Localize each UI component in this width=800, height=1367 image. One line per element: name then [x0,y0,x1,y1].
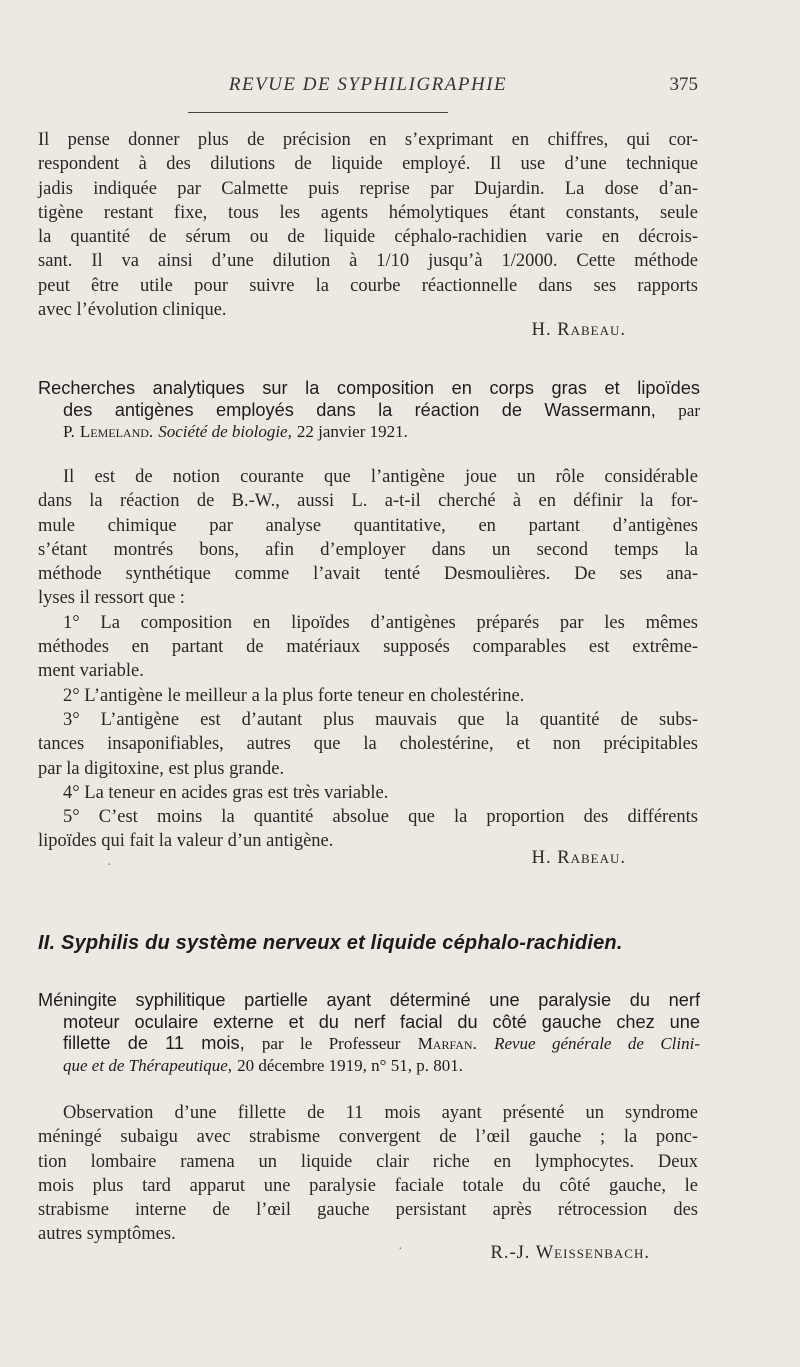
article1-line: dans la réaction de B.-W., aussi L. a-t-il cherché à en définir la for- [38,491,698,512]
article1-citation [38,421,700,443]
article2-line: méningé subaigu avec strabisme convergent de l’œil gauche ; la ponc- [38,1127,698,1148]
article2-by: par le Professeur [261,1034,401,1053]
article1-point-line: 3° L’antigène est d’autant plus mauvais que la quantité de subs- [63,709,698,730]
article1-point-line: méthodes en partant de matériaux supposés comparables est extrême- [38,637,698,658]
paper-speck: · [398,1242,403,1257]
article2-paragraph [38,1101,698,1247]
article2-line: tion lombaire ramena un liquide clair riche en lymphocytes. Deux [38,1151,698,1172]
article2-line: mois plus tard apparut une paralysie faciale totale du côté gauche, le [38,1175,698,1196]
article1-signature: H. Rabeau. [531,848,626,868]
intro-line: avec l’évolution clinique. [38,300,227,321]
article1-paragraph [38,465,698,854]
article1-point-line: ment variable. [38,661,144,682]
article1-line: mule chimique par analyse quantitative, en partant d’antigènes [38,515,698,536]
article2-date: 20 décembre 1919, n° 51, p. 801. [237,1055,463,1075]
article1-journal: Société de biologie, [158,422,292,441]
article1-line: lyses il ressort que : [38,588,185,609]
article2-citation [38,1055,700,1077]
article1-title-line: Recherches analytiques sur la composition en corps gras et lipoïdes [38,378,700,398]
article2-journal: Revue générale de Clini- [494,1034,700,1053]
article2-title [38,990,700,1076]
running-title: REVUE DE SYPHILIGRAPHIE [228,74,508,95]
article2-journal: que et de Thérapeutique, [63,1055,233,1075]
article1-point-line: 5° C’est moins la quantité absolue que la proportion des différents [63,807,698,828]
intro-line: sant. Il va ainsi d’une dilution à 1/10 jusqu’à 1/2000. Cette méthode [38,251,698,272]
article1-line: s’étant montrés bons, afin d’employer dans un second temps la [38,539,698,560]
article1-date: 22 janvier 1921. [296,422,408,441]
section-heading: II. Syphilis du système nerveux et liquide céphalo-rachidien. [38,932,623,954]
intro-line: Il pense donner plus de précision en s’exprimant en chiffres, qui cor- [38,130,698,150]
article1-title-text: des antigènes employés dans la réaction de Wassermann, [63,399,656,420]
article1-author: Lemeland. [79,422,154,441]
article2-title-text: fillette de 11 mois, [63,1033,245,1053]
intro-line: la quantité de sérum ou de liquide céphalo-rachidien varie en décrois- [38,227,698,248]
article1-point-line: 4° La teneur en acides gras est très variable. [63,782,389,803]
article1-point-line: 1° La composition en lipoïdes d’antigènes préparés par les mêmes [63,612,698,633]
article2-title-line [38,1033,700,1055]
article2-line: strabisme interne de l’œil gauche persistant après rétrocession des [38,1200,698,1221]
article1-point-line: 2° L’antigène le meilleur a la plus forte teneur en cholestérine. [63,685,525,706]
article1-point-line: tances insaponifiables, autres que la cholestérine, et non précipitables [38,734,698,755]
article1-point-line: lipoïdes qui fait la valeur d’un antigène. [38,831,334,852]
page-number: 375 [669,74,698,95]
article2-line: autres symptômes. [38,1224,176,1245]
intro-line: respondent à des dilutions de liquide employé. Il use d’une technique [38,154,698,175]
article1-by: par [678,400,700,420]
article1-point-line: par la digitoxine, est plus grande. [38,758,285,779]
intro-paragraph [38,128,698,322]
article2-line: Observation d’une fillette de 11 mois ayant présenté un syndrome [63,1103,698,1123]
article1-title-line [38,400,700,422]
article1-author-initial: P. [63,422,75,441]
intro-line: tigène restant fixe, tous les agents hémolytiques étant constants, seule [38,202,698,223]
article2-author: Marfan. [417,1034,477,1053]
article2-signature: R.-J. Weissenbach. [490,1243,650,1263]
intro-signature: H. Rabeau. [531,320,626,340]
article1-line: Il est de notion courante que l’antigène joue un rôle considérable [63,467,698,487]
article2-title-line: moteur oculaire externe et du nerf facial du côté gauche chez une [63,1011,700,1032]
running-head [38,74,698,102]
paper-speck: · [107,858,112,873]
article1-title [38,378,700,443]
article2-title-line: Méningite syphilitique partielle ayant déterminé une paralysie du nerf [38,990,700,1010]
intro-line: peut être utile pour suivre la courbe réactionnelle dans ses rapports [38,275,698,296]
header-rule [188,112,448,113]
intro-line: jadis indiquée par Calmette puis reprise par Dujardin. La dose d’an- [38,178,698,199]
article1-line: méthode synthétique comme l’avait tenté Desmoulières. De ses ana- [38,564,698,585]
